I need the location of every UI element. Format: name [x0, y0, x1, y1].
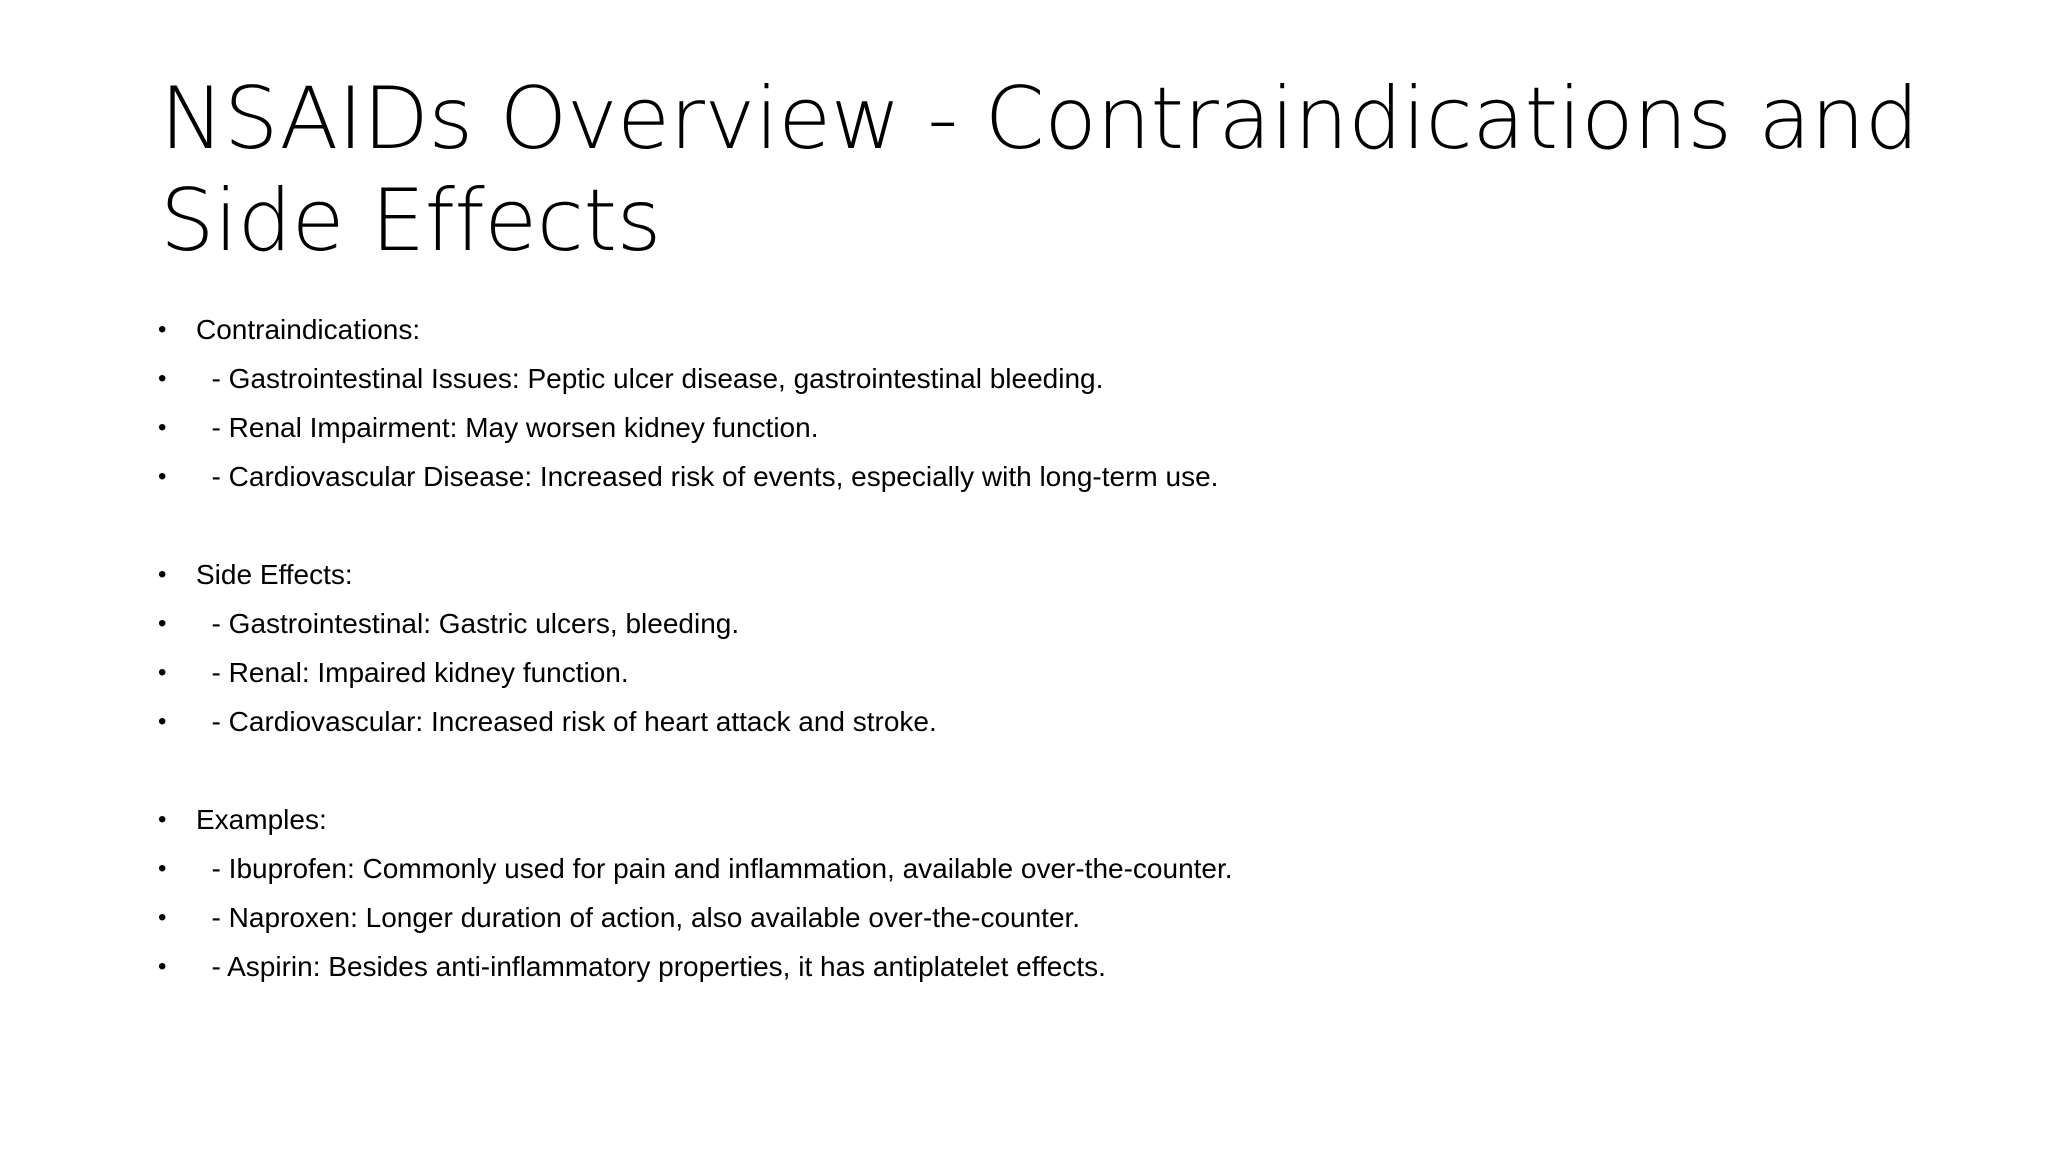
list-item: [158, 354, 1918, 403]
list-item-text: Examples:: [196, 804, 327, 835]
list-item: [158, 452, 1918, 501]
bullet-icon: •: [158, 855, 167, 882]
list-item: [158, 648, 1918, 697]
bullet-icon: •: [158, 953, 167, 980]
list-item: [158, 942, 1918, 991]
list-item-text: - Renal: Impaired kidney function.: [196, 657, 629, 688]
bullet-icon: •: [158, 365, 167, 392]
list-item-text: - Naproxen: Longer duration of action, also available over-the-counter.: [196, 902, 1081, 933]
list-item-examples: [158, 795, 1918, 844]
bullet-icon: •: [158, 659, 167, 686]
bullet-icon: •: [158, 463, 167, 490]
list-item-text: - Ibuprofen: Commonly used for pain and inflammation, available over-the-counter.: [196, 853, 1233, 884]
bullet-icon: •: [158, 806, 167, 833]
list-item-text: - Aspirin: Besides anti-inflammatory properties, it has antiplatelet effects.: [196, 951, 1106, 982]
bullet-icon: •: [158, 610, 167, 637]
list-item-text: - Gastrointestinal Issues: Peptic ulcer disease, gastrointestinal bleeding.: [196, 363, 1104, 394]
list-item-side-effects: [158, 550, 1918, 599]
list-item-text: - Cardiovascular Disease: Increased risk of events, especially with long-term use.: [196, 461, 1219, 492]
list-item-text: - Cardiovascular: Increased risk of heart attack and stroke.: [196, 706, 937, 737]
list-item: [158, 697, 1918, 746]
list-item-text: Contraindications:: [196, 314, 421, 345]
bullet-icon: •: [158, 414, 167, 441]
list-item: [158, 844, 1918, 893]
bullet-icon: •: [158, 708, 167, 735]
bullet-icon: •: [158, 316, 167, 343]
list-item: [158, 403, 1918, 452]
list-item-contraindications: [158, 305, 1918, 354]
bullet-icon: •: [158, 904, 167, 931]
slide-body-list: [158, 305, 1918, 991]
list-item-text: - Gastrointestinal: Gastric ulcers, bleeding.: [196, 608, 740, 639]
bullet-icon: •: [158, 561, 167, 588]
list-spacer: [158, 746, 1918, 795]
list-spacer: [158, 501, 1918, 550]
list-item-text: - Renal Impairment: May worsen kidney function.: [196, 412, 819, 443]
list-item: [158, 599, 1918, 648]
slide-title: NSAIDs Overview - Contraindications and Side Effects: [160, 69, 1919, 271]
list-item-text: Side Effects:: [196, 559, 353, 590]
list-item: [158, 893, 1918, 942]
